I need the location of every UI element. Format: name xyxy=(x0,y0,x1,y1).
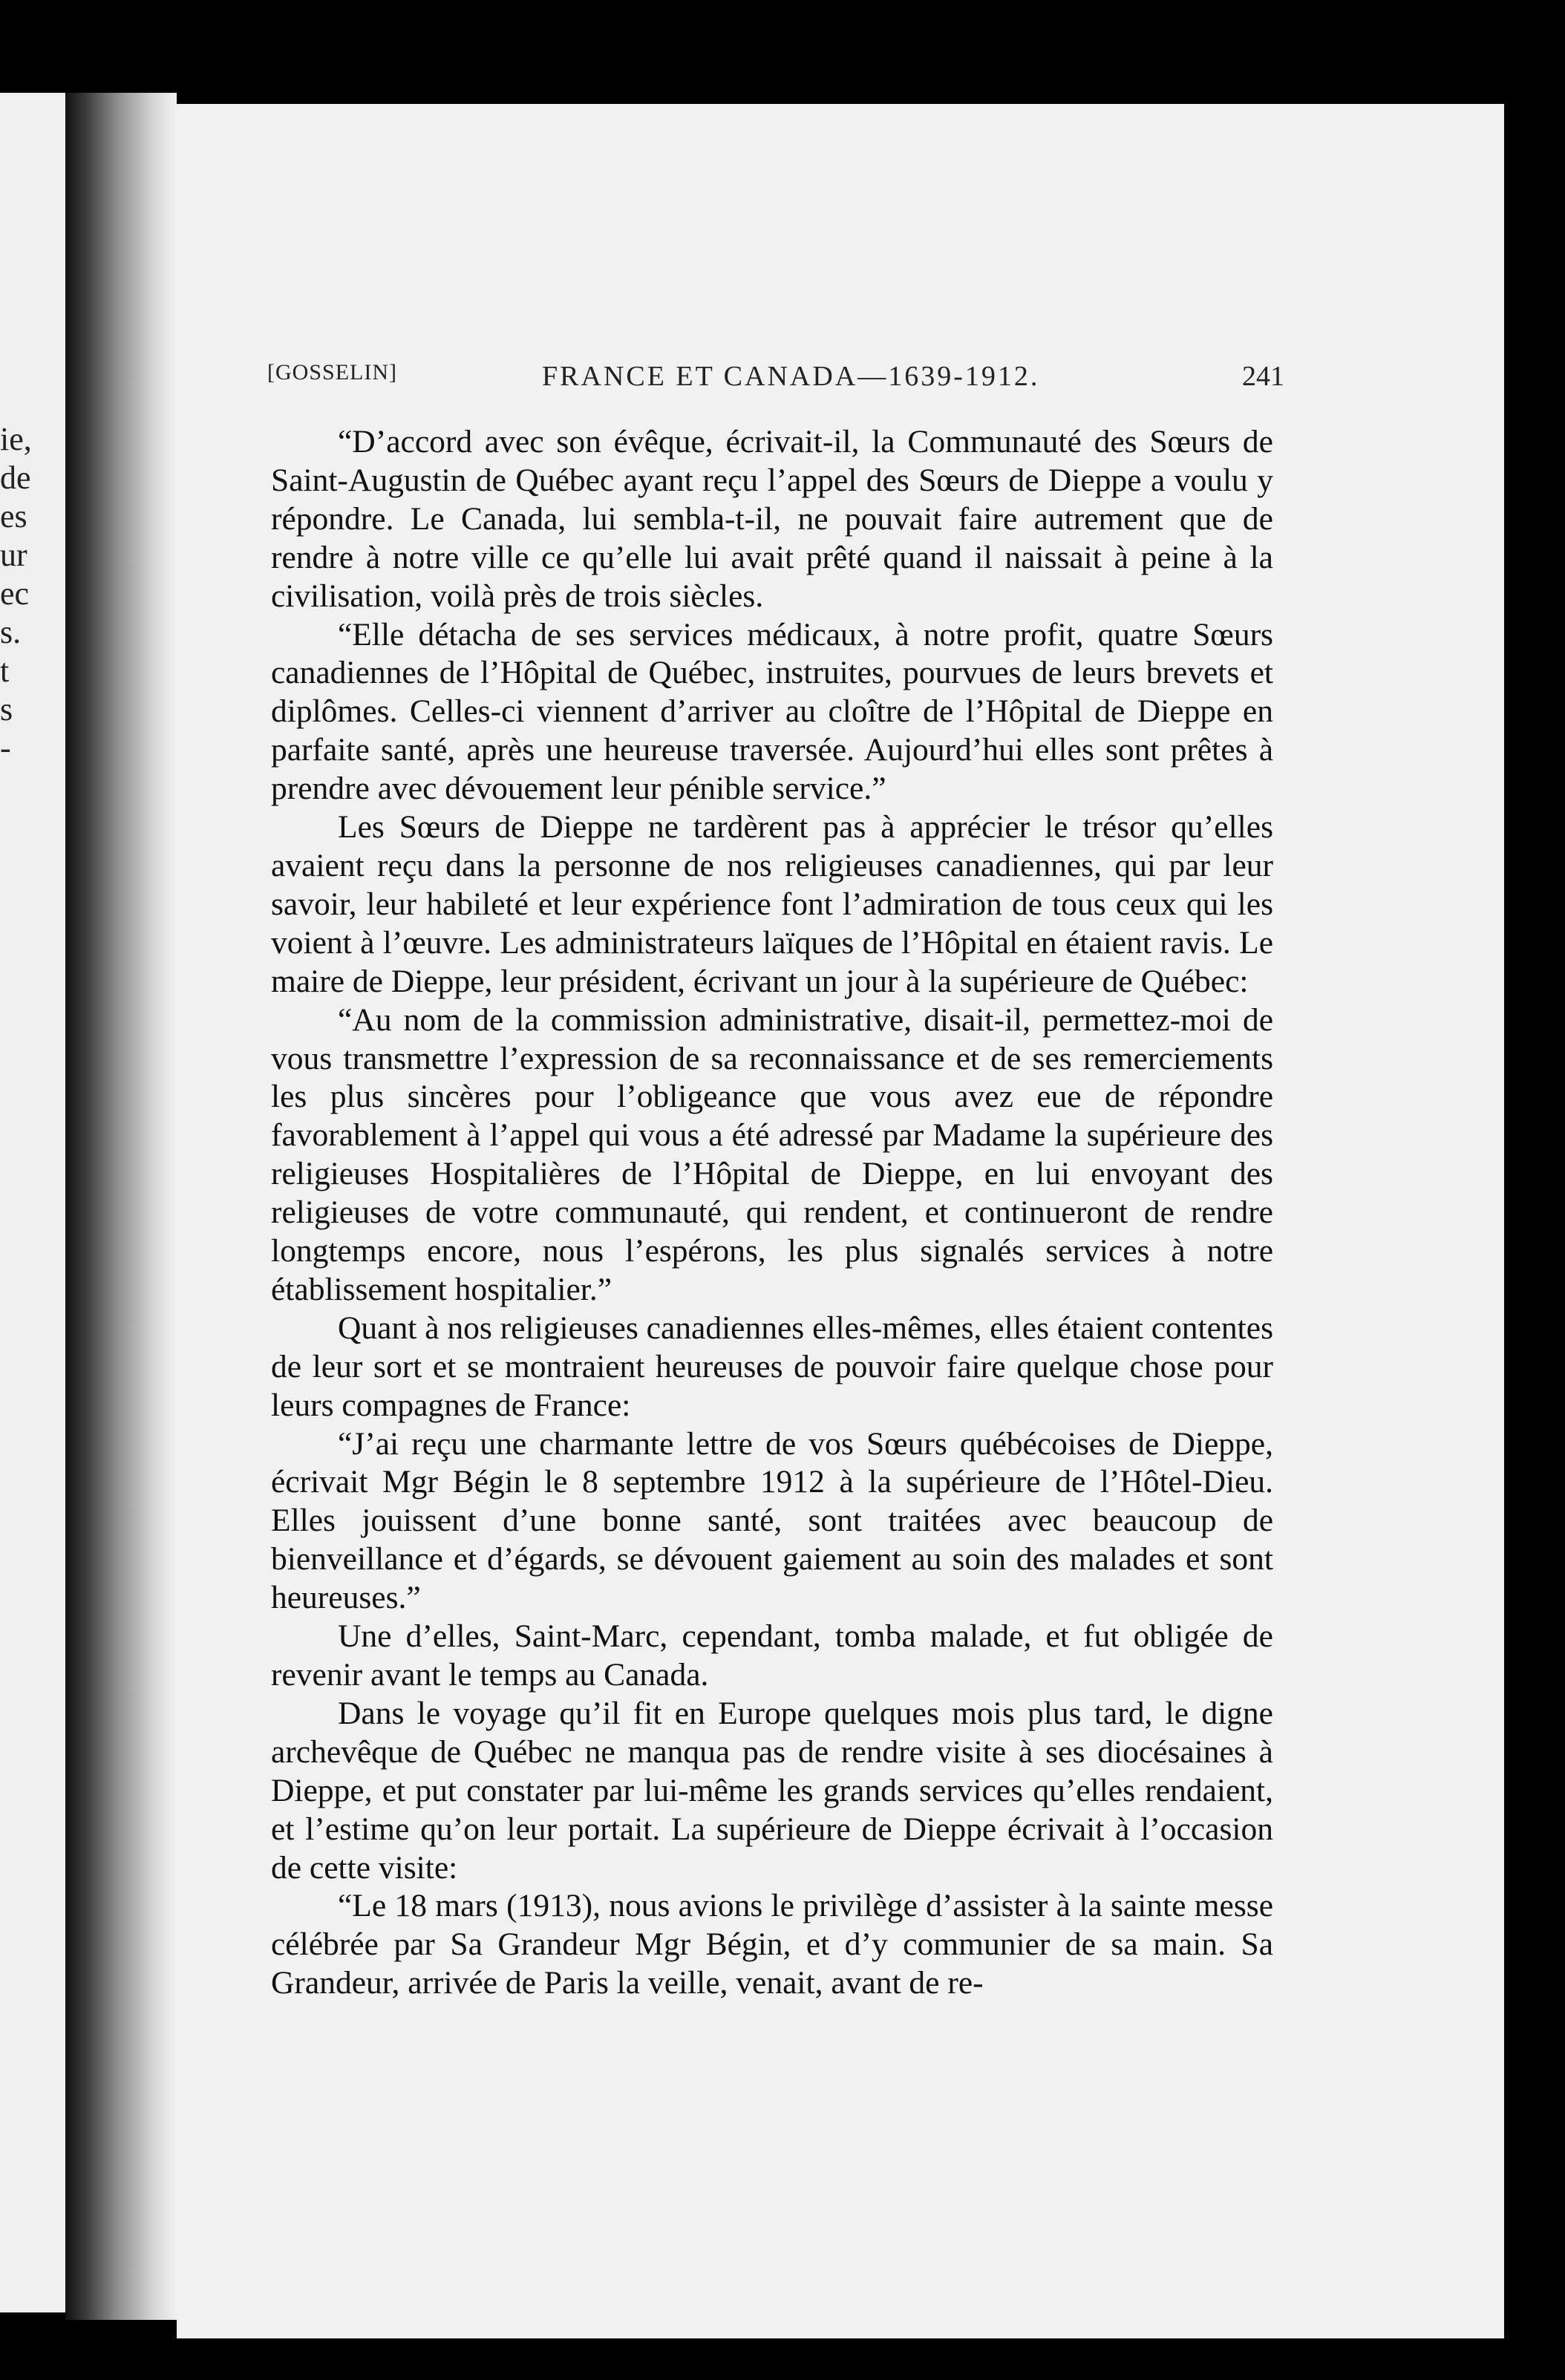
running-title: FRANCE ET CANADA—1639-1912. xyxy=(542,361,1040,392)
book-gutter-shadow xyxy=(65,93,177,2320)
paragraph: “Elle détacha de ses services médicaux, à notre profit, quatre Sœurs canadiennes de l’Hôpital de Québec, instruites, pourvues de leurs brevets et diplômes. Celles-ci viennent d’arriver au cloître de l’Hôpital de Dieppe en parfaite santé, après une heureuse traversée. Aujourd’hui elles sont prêtes à prendre avec dévouement leur pénible service.” xyxy=(271,616,1273,807)
facing-page-fragment: s. xyxy=(0,614,22,650)
paragraph: “Le 18 mars (1913), nous avions le privilège d’assister à la sainte messe célébrée par Sa Grandeur Mgr Bégin, et d’y communier de sa main. Sa Grandeur, arrivée de Paris la veille, venait, avant de re- xyxy=(271,1888,1273,2001)
facing-page-fragment: t xyxy=(0,653,10,689)
paragraph: “Au nom de la commission administrative, disait-il, permettez-moi de vous transmettre l’expression de sa reconnaissance et de ses remerciements les plus sincères pour l’obligeance que vous avez eue de répondre favorablement à l’appel qui vous a été adressé par Madame la supérieure des religieuses Hospitalières de l’Hôpital de Dieppe, en lui envoyant des religieuses de votre communauté, qui rendent, et continueront de rendre longtemps encore, nous l’espérons, les plus signalés services à notre établissement hospitalier.” xyxy=(271,1001,1273,1307)
page-body xyxy=(271,423,1273,2003)
facing-page-fragment: s xyxy=(0,691,13,728)
paragraph: Les Sœurs de Dieppe ne tardèrent pas à apprécier le trésor qu’elles avaient reçu dans la personne de nos religieuses canadiennes, qui par leur savoir, leur habileté et leur expérience font l’admiration de tous ceux qui les voient à l’œuvre. Les administrateurs laïques de l’Hôpital en étaient ravis. Le maire de Dieppe, leur président, écrivant un jour à la supérieure de Québec: xyxy=(271,809,1273,999)
facing-page-fragment: ie, xyxy=(0,421,32,457)
paragraph: Quant à nos religieuses canadiennes elles-mêmes, elles étaient contentes de leur sort et se montraient heureuses de pouvoir faire quelque chose pour leurs compagnes de France: xyxy=(271,1310,1273,1423)
facing-page-fragment: de xyxy=(0,460,31,496)
paragraph: Dans le voyage qu’il fit en Europe quelques mois plus tard, le digne archevêque de Québec ne manqua pas de rendre visite à ses diocésaines à Dieppe, et put constater par lui-même les grands services qu’elles rendaient, et l’estime qu’on leur portait. La supérieure de Dieppe écrivait à l’occasion de cette visite: xyxy=(271,1695,1273,1886)
facing-page-edge xyxy=(0,93,65,2312)
paragraph: Une d’elles, Saint-Marc, cependant, tomba malade, et fut obligée de revenir avant le temps au Canada. xyxy=(271,1618,1273,1693)
facing-page-fragment: es xyxy=(0,498,27,534)
running-header xyxy=(267,360,1284,397)
paragraph: “D’accord avec son évêque, écrivait-il, la Communauté des Sœurs de Saint-Augustin de Québec ayant reçu l’appel des Sœurs de Dieppe a voulu y répondre. Le Canada, lui sembla-t-il, ne pouvait faire autrement que de rendre à notre ville ce qu’elle lui avait prêté quand il naissait à peine à la civilisation, voilà près de trois siècles. xyxy=(271,424,1273,614)
page-number: 241 xyxy=(1242,361,1284,392)
facing-page-fragment: ur xyxy=(0,537,27,573)
running-author: [GOSSELIN] xyxy=(267,360,397,385)
facing-page-fragment: ec xyxy=(0,575,30,612)
facing-page-fragment: - xyxy=(0,730,11,766)
paragraph: “J’ai reçu une charmante lettre de vos Sœurs québécoises de Dieppe, écrivait Mgr Bégin le 8 septembre 1912 à la supérieure de l’Hôtel-Dieu. Elles jouissent d’une bonne santé, sont traitées avec beaucoup de bienveillance et d’égards, se dévouent gaiement au soin des malades et sont heureuses.” xyxy=(271,1425,1273,1616)
